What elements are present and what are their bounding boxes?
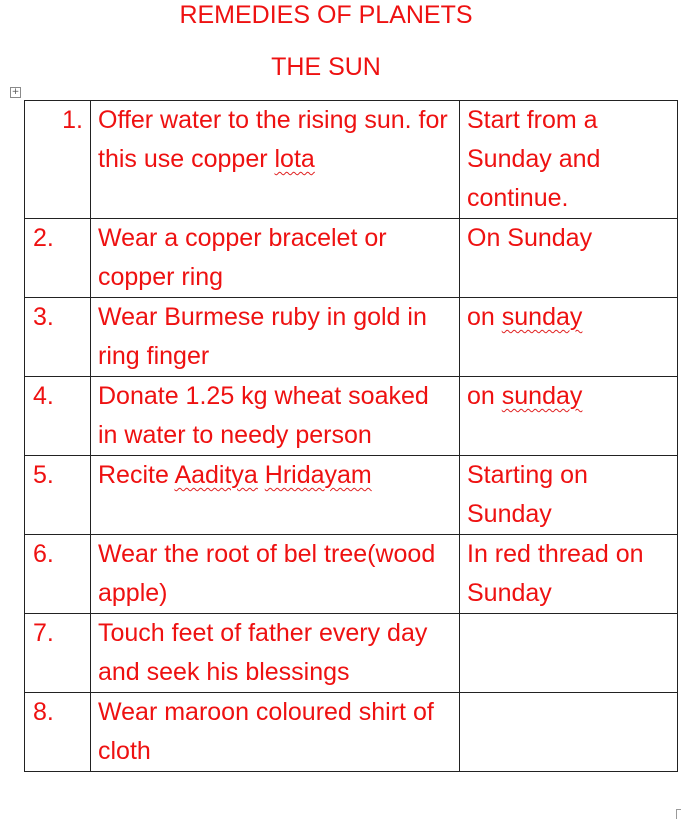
- table-row: [25, 456, 678, 535]
- row-number[interactable]: 2.: [25, 219, 91, 298]
- timing-cell[interactable]: [460, 101, 678, 219]
- row-number[interactable]: 6.: [25, 535, 91, 614]
- move-handle-icon[interactable]: +: [11, 87, 20, 97]
- spellcheck-word: sunday: [501, 382, 583, 410]
- row-number[interactable]: 7.: [25, 614, 91, 693]
- timing-text: on: [467, 382, 502, 410]
- remedy-text: Wear maroon coloured shirt of cloth: [98, 698, 434, 765]
- timing-cell[interactable]: [460, 614, 678, 693]
- row-number[interactable]: 1.: [25, 101, 91, 219]
- table-row: [25, 693, 678, 772]
- remedy-cell[interactable]: [91, 535, 460, 614]
- remedy-text: Touch feet of father every day and seek his blessings: [98, 619, 428, 686]
- spellcheck-word: lota: [274, 145, 315, 173]
- remedy-cell[interactable]: [91, 456, 460, 535]
- spellcheck-word: Hridayam: [264, 461, 372, 489]
- remedy-cell[interactable]: [91, 219, 460, 298]
- remedy-text: Wear the root of bel tree(wood apple): [98, 540, 436, 607]
- row-number[interactable]: 4.: [25, 377, 91, 456]
- remedy-cell[interactable]: [91, 101, 460, 219]
- remedy-text: Donate 1.25 kg wheat soaked in water to needy person: [98, 382, 429, 449]
- timing-cell[interactable]: [460, 298, 678, 377]
- document-subtitle: THE SUN: [271, 53, 381, 81]
- timing-cell[interactable]: [460, 219, 678, 298]
- remedy-cell[interactable]: [91, 693, 460, 772]
- remedy-text: Recite: [98, 461, 175, 489]
- timing-text: Start from a Sunday and continue.: [467, 106, 601, 212]
- timing-text: on: [467, 303, 502, 331]
- remedy-cell[interactable]: [91, 614, 460, 693]
- remedy-text: Offer water to the rising sun. for this use copper: [98, 106, 448, 173]
- remedy-cell[interactable]: [91, 377, 460, 456]
- table-row: [25, 298, 678, 377]
- table-row: [25, 219, 678, 298]
- timing-text: On Sunday: [467, 224, 593, 252]
- row-number[interactable]: 5.: [25, 456, 91, 535]
- table-row: [25, 101, 678, 219]
- spellcheck-word: sunday: [501, 303, 583, 331]
- document-title: REMEDIES OF PLANETS: [179, 1, 473, 29]
- table-row: [25, 377, 678, 456]
- row-number[interactable]: 8.: [25, 693, 91, 772]
- timing-cell[interactable]: [460, 456, 678, 535]
- timing-text: In red thread on Sunday: [467, 540, 644, 607]
- remedy-cell[interactable]: [91, 298, 460, 377]
- spellcheck-word: Aaditya: [174, 461, 258, 489]
- remedy-text: Wear a copper bracelet or copper ring: [98, 224, 387, 291]
- remedies-table: [24, 100, 678, 772]
- timing-text: Starting on Sunday: [467, 461, 588, 528]
- timing-cell[interactable]: [460, 377, 678, 456]
- timing-cell[interactable]: [460, 535, 678, 614]
- table-row: [25, 614, 678, 693]
- remedy-text: Wear Burmese ruby in gold in ring finger: [98, 303, 427, 370]
- timing-cell[interactable]: [460, 693, 678, 772]
- table-row: [25, 535, 678, 614]
- page-corner-marker: [676, 809, 681, 819]
- row-number[interactable]: 3.: [25, 298, 91, 377]
